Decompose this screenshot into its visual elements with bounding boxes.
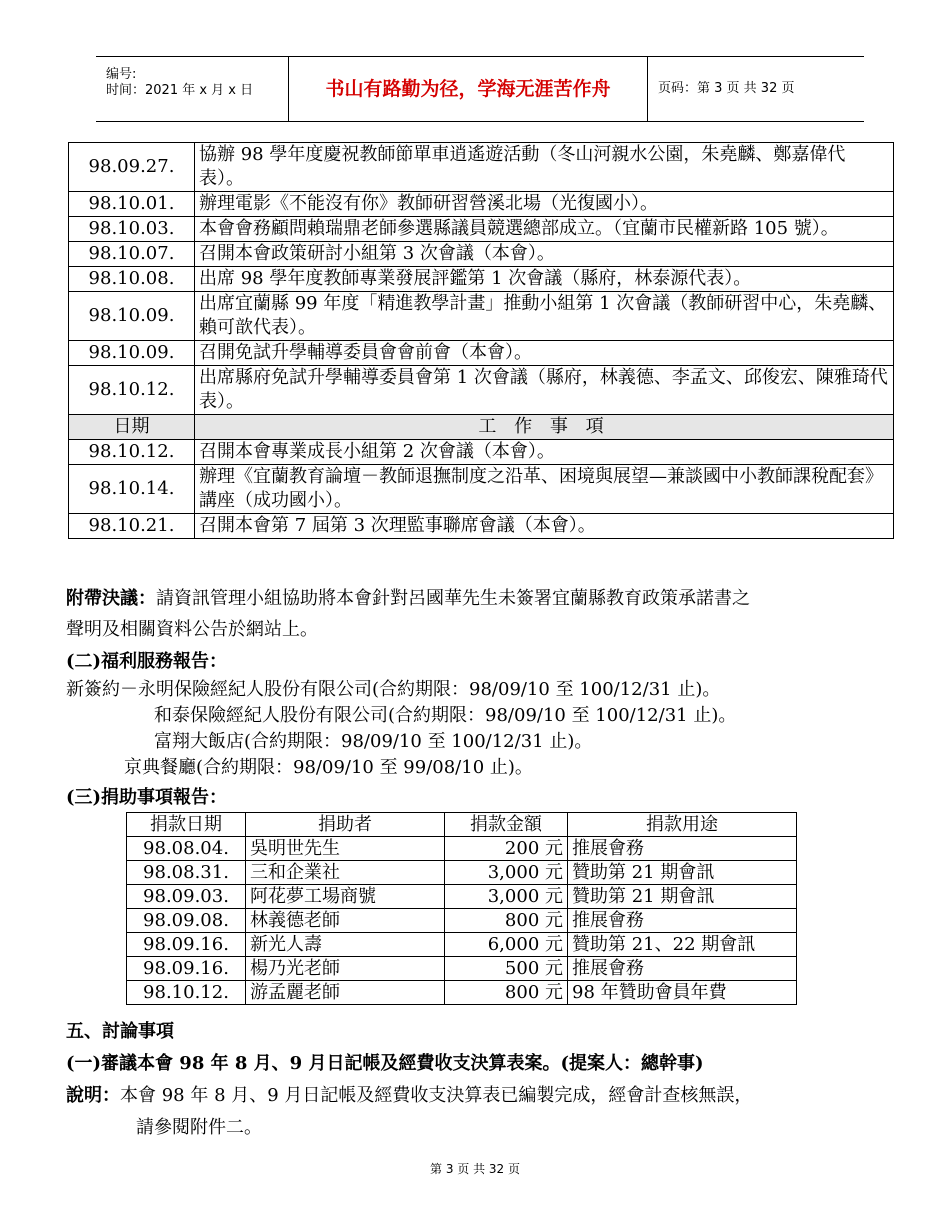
donation-date: 98.09.03.	[127, 885, 246, 909]
activity-text: 出席縣府免試升學輔導委員會第 1 次會議（縣府，林義德、李孟文、邱俊宏、陳雅琦代表）。	[195, 366, 894, 415]
table-row	[127, 933, 797, 957]
donation-amount: 800 元	[445, 909, 568, 933]
donation-date: 98.08.31.	[127, 861, 246, 885]
table-row	[69, 267, 894, 292]
activity-text: 召開免試升學輔導委員會會前會（本會）。	[195, 341, 894, 366]
activity-date: 98.10.01.	[69, 192, 195, 217]
table-row	[69, 514, 894, 539]
activity-text: 出席宜蘭縣 99 年度「精進教學計畫」推動小組第 1 次會議（教師研習中心，朱堯麟、賴可歆代表）。	[195, 292, 894, 341]
activity-text: 辦理電影《不能沒有你》教師研習營溪北場（光復國小）。	[195, 192, 894, 217]
activity-text: 出席 98 學年度教師專業發展評鑑第 1 次會議（縣府，林泰源代表）。	[195, 267, 894, 292]
activity-date: 98.10.09.	[69, 292, 195, 341]
header-motto: 书山有路勤为径，学海无涯苦作舟	[289, 57, 648, 121]
activity-date: 98.10.09.	[69, 341, 195, 366]
donation-amount: 3,000 元	[445, 885, 568, 909]
activity-text: 召開本會政策研討小組第 3 次會議（本會）。	[195, 242, 894, 267]
discussion-item-1: (一)審議本會 98 年 8 月、9 月日記帳及經費收支決算表案。(提案人：總幹事)	[66, 1053, 704, 1074]
donation-date: 98.09.16.	[127, 933, 246, 957]
table-header-row	[127, 813, 797, 837]
donation-heading: (三)捐助事項報告：	[66, 787, 228, 808]
column-header-work: 工 作 事 項	[195, 415, 894, 440]
donation-amount: 800 元	[445, 981, 568, 1005]
column-header-date: 日期	[69, 415, 195, 440]
activity-text: 協辦 98 學年度慶祝教師節單車逍遙遊活動（冬山河親水公園，朱堯麟、鄭嘉偉代表）。	[195, 143, 894, 192]
table-header-row	[69, 415, 894, 440]
donation-amount: 3,000 元	[445, 861, 568, 885]
donation-donor: 楊乃光老師	[246, 957, 445, 981]
welfare-line: 富翔大飯店(合約期限：98/09/10 至 100/12/31 止)。	[154, 731, 593, 752]
welfare-line: 新簽約－永明保險經紀人股份有限公司(合約期限：98/09/10 至 100/12/31 止)。	[66, 679, 721, 700]
activity-table	[68, 142, 894, 539]
donation-amount: 200 元	[445, 837, 568, 861]
activity-date: 98.10.03.	[69, 217, 195, 242]
discussion-heading: 五、討論事項	[66, 1021, 174, 1042]
table-row	[127, 981, 797, 1005]
resolution-text-1: 請資訊管理小組協助將本會針對呂國華先生未簽署宜蘭縣教育政策承諾書之	[156, 588, 750, 609]
table-row	[127, 861, 797, 885]
column-header: 捐款金額	[445, 813, 568, 837]
donation-purpose: 98 年贊助會員年費	[568, 981, 797, 1005]
donation-donor: 三和企業社	[246, 861, 445, 885]
explanation-label: 說明：	[66, 1085, 120, 1106]
column-header: 捐助者	[246, 813, 445, 837]
donation-amount: 500 元	[445, 957, 568, 981]
activity-text: 辦理《宜蘭教育論壇－教師退撫制度之沿革、困境與展望—兼談國中小教師課稅配套》講座（成功國小）。	[195, 465, 894, 514]
resolution-line-1	[66, 585, 750, 613]
donation-donor: 游孟麗老師	[246, 981, 445, 1005]
document-time-label: 时间：2021 年 x 月 x 日	[106, 83, 254, 98]
donation-amount: 6,000 元	[445, 933, 568, 957]
donation-date: 98.08.04.	[127, 837, 246, 861]
resolution-line-2: 聲明及相關資料公告於網站上。	[66, 619, 318, 640]
donation-purpose: 推展會務	[568, 909, 797, 933]
activity-date: 98.10.12.	[69, 366, 195, 415]
table-row	[69, 440, 894, 465]
header-page-number: 页码：第 3 页 共 32 页	[658, 81, 795, 96]
donation-purpose: 贊助第 21 期會訊	[568, 885, 797, 909]
table-row	[69, 341, 894, 366]
donation-table	[126, 812, 797, 1005]
table-row	[69, 366, 894, 415]
page-header	[96, 56, 864, 122]
table-row	[127, 837, 797, 861]
explanation-line-1	[66, 1082, 752, 1110]
activity-date: 98.10.21.	[69, 514, 195, 539]
table-row	[69, 242, 894, 267]
column-header: 捐款用途	[568, 813, 797, 837]
activity-date: 98.10.08.	[69, 267, 195, 292]
document-number-label: 编号:	[106, 67, 137, 82]
donation-donor: 阿花夢工場商號	[246, 885, 445, 909]
table-row	[69, 217, 894, 242]
table-row	[69, 465, 894, 514]
column-header: 捐款日期	[127, 813, 246, 837]
donation-date: 98.10.12.	[127, 981, 246, 1005]
table-row	[69, 143, 894, 192]
donation-purpose: 推展會務	[568, 837, 797, 861]
table-row	[69, 292, 894, 341]
donation-donor: 吳明世先生	[246, 837, 445, 861]
table-row	[127, 957, 797, 981]
donation-date: 98.09.08.	[127, 909, 246, 933]
resolution-label: 附帶決議：	[66, 588, 156, 609]
header-meta	[96, 57, 289, 121]
explanation-text-1: 本會 98 年 8 月、9 月日記帳及經費收支決算表已編製完成，經會計查核無誤，	[120, 1085, 753, 1106]
activity-date: 98.10.14.	[69, 465, 195, 514]
donation-purpose: 贊助第 21 期會訊	[568, 861, 797, 885]
activity-date: 98.09.27.	[69, 143, 195, 192]
donation-donor: 林義德老師	[246, 909, 445, 933]
welfare-line: 京典餐廳(合約期限：98/09/10 至 99/08/10 止)。	[124, 757, 533, 778]
activity-text: 召開本會專業成長小組第 2 次會議（本會）。	[195, 440, 894, 465]
page-footer: 第 3 页 共 32 页	[430, 1162, 520, 1176]
explanation-line-2: 請參閱附件二。	[136, 1117, 262, 1138]
activity-date: 98.10.07.	[69, 242, 195, 267]
activity-text: 本會會務顧問賴瑞鼎老師參選縣議員競選總部成立。（宜蘭市民權新路 105 號）。	[195, 217, 894, 242]
donation-date: 98.09.16.	[127, 957, 246, 981]
table-row	[127, 909, 797, 933]
donation-donor: 新光人壽	[246, 933, 445, 957]
activity-date: 98.10.12.	[69, 440, 195, 465]
donation-purpose: 贊助第 21、22 期會訊	[568, 933, 797, 957]
welfare-heading: (二)福利服務報告：	[66, 651, 228, 672]
table-row	[69, 192, 894, 217]
table-row	[127, 885, 797, 909]
donation-purpose: 推展會務	[568, 957, 797, 981]
activity-text: 召開本會第 7 屆第 3 次理監事聯席會議（本會）。	[195, 514, 894, 539]
welfare-line: 和泰保險經紀人股份有限公司(合約期限：98/09/10 至 100/12/31 止)。	[154, 705, 737, 726]
